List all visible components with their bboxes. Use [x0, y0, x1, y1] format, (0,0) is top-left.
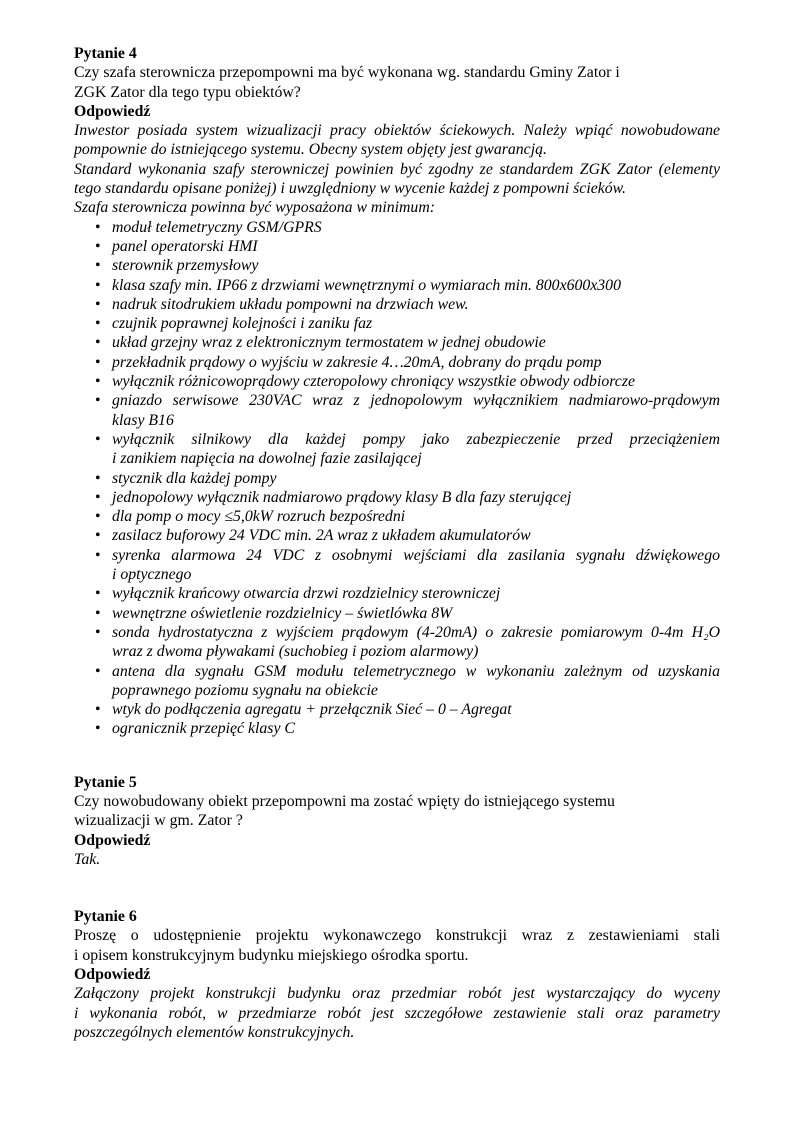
bullet-line: • czujnik poprawnej kolejności i zaniku faz — [112, 315, 373, 333]
bullet-item — [112, 488, 720, 507]
bullet-line: • stycznik dla każdej pompy — [112, 469, 277, 487]
bullet-line: i optycznego — [112, 566, 192, 584]
answer-paragraph — [74, 121, 720, 160]
answer-line: tego standardu opisane poniżej) i uwzględniony w wycenie każdej z pompowni ścieków. — [74, 180, 626, 198]
bullet-item — [112, 507, 720, 526]
bullet-item — [112, 372, 720, 391]
answer-line: Szafa sterownicza powinna być wyposażona w minimum: — [74, 199, 435, 217]
bullet-item — [112, 333, 720, 352]
bullet-item — [112, 719, 720, 738]
bullet-line: klasy B16 — [112, 411, 174, 429]
section-pytanie-5 — [74, 773, 720, 869]
bullet-line: • ogranicznik przepięć klasy C — [112, 720, 295, 738]
bullet-item — [112, 276, 720, 295]
section-pytanie-6 — [74, 907, 720, 1042]
bullet-item — [112, 662, 720, 701]
answer-line: Inwestor posiada system wizualizacji pracy obiektów ściekowych. Należy wpiąć nowobudowane — [74, 122, 720, 140]
question-line: Czy szafa sterownicza przepompowni ma być wykonana wg. standardu Gminy Zator i — [74, 64, 620, 82]
bullet-line: • wyłącznik różnicowoprądowy czteropolowy chroniący wszystkie obwody odbiorcze — [112, 373, 635, 391]
answer-label: Odpowiedź — [74, 831, 151, 849]
question-text — [74, 926, 720, 965]
bullet-line: • panel operatorski HMI — [112, 237, 258, 255]
bullet-line: • przekładnik prądowy o wyjściu w zakresie 4…20mA, dobrany do prądu pomp — [112, 353, 602, 371]
bullet-item — [112, 623, 720, 662]
bullet-item — [112, 391, 720, 430]
bullet-line: • sonda hydrostatyczna z wyjściem prądowym (4-20mA) o zakresie pomiarowym 0-4m H₂O — [112, 623, 720, 641]
bullet-line: • sterownik przemysłowy — [112, 257, 259, 275]
bullet-line: poprawnego poziomu sygnału na obiekcie — [112, 681, 378, 699]
bullet-line: • wtyk do podłączenia agregatu + przełącznik Sieć – 0 – Agregat — [112, 701, 512, 719]
bullet-item — [112, 604, 720, 623]
answer-line: Załączony projekt konstrukcji budynku oraz przedmiar robót jest wystarczający do wyceny — [74, 985, 720, 1003]
question-heading: Pytanie 6 — [74, 908, 137, 926]
question-heading: Pytanie 4 — [74, 45, 137, 62]
bullet-line: • dla pomp o mocy ≤5,0kW rozruch bezpośredni — [112, 508, 406, 526]
bullet-item — [112, 314, 720, 333]
bullet-item — [112, 256, 720, 275]
bullet-item — [112, 700, 720, 719]
question-text — [74, 792, 720, 831]
bullet-line: • wyłącznik krańcowy otwarcia drzwi rozdzielnicy sterowniczej — [112, 585, 501, 603]
bullet-line: i zanikiem napięcia na dowolnej fazie zasilającej — [112, 450, 422, 468]
question-line: i opisem konstrukcyjnym budynku miejskiego ośrodka sportu. — [74, 946, 469, 964]
answer-paragraph — [74, 984, 720, 1042]
bullet-item — [112, 218, 720, 237]
bullet-line: wraz z dwoma pływakami (suchobieg i poziom alarmowy) — [112, 643, 479, 661]
bullet-list — [74, 218, 720, 739]
section-pytanie-4 — [74, 44, 720, 739]
answer-paragraph — [74, 850, 720, 869]
bullet-item — [112, 546, 720, 585]
bullet-line: • wewnętrzne oświetlenie rozdzielnicy – świetlówka 8W — [112, 604, 453, 622]
bullet-item — [112, 237, 720, 256]
question-line: wizualizacji w gm. Zator ? — [74, 812, 243, 830]
bullet-item — [112, 584, 720, 603]
answer-label: Odpowiedź — [74, 966, 151, 984]
bullet-line: • gniazdo serwisowe 230VAC wraz z jednopolowym wyłącznikiem nadmiarowo-prądowym — [112, 392, 720, 410]
answer-line: Tak. — [74, 850, 101, 868]
bullet-line: • układ grzejny wraz z elektronicznym termostatem w jednej obudowie — [112, 334, 546, 352]
bullet-item — [112, 469, 720, 488]
answer-paragraph — [74, 198, 720, 217]
bullet-item — [112, 353, 720, 372]
bullet-line: • syrenka alarmowa 24 VDC z osobnymi wejściami dla zasilania sygnału dźwiękowego — [112, 546, 720, 564]
bullet-line: • wyłącznik silnikowy dla każdej pompy jako zabezpieczenie przed przeciążeniem — [112, 430, 720, 448]
bullet-item — [112, 526, 720, 545]
question-line: ZGK Zator dla tego typu obiektów? — [74, 83, 301, 101]
answer-paragraph — [74, 160, 720, 199]
bullet-line: • jednopolowy wyłącznik nadmiarowo prądowy klasy B dla fazy sterującej — [112, 488, 572, 506]
bullet-item — [112, 430, 720, 469]
bullet-line: • nadruk sitodrukiem układu pompowni na drzwiach wew. — [112, 295, 469, 313]
answer-line: poszczególnych elementów konstrukcyjnych. — [74, 1023, 355, 1041]
answer-line: pompownie do istniejącego systemu. Obecny system objęty jest gwarancją. — [74, 141, 547, 159]
question-heading: Pytanie 5 — [74, 773, 137, 791]
answer-label: Odpowiedź — [74, 102, 151, 120]
bullet-line: • moduł telemetryczny GSM/GPRS — [112, 218, 322, 236]
question-text — [74, 63, 720, 102]
bullet-line: • klasa szafy min. IP66 z drzwiami wewnętrznymi o wymiarach min. 800x600x300 — [112, 276, 621, 294]
bullet-line: • zasilacz buforowy 24 VDC min. 2A wraz z układem akumulatorów — [112, 527, 531, 545]
bullet-item — [112, 295, 720, 314]
bullet-line: • antena dla sygnału GSM modułu telemetrycznego w wykonaniu zależnym od uzyskania — [112, 662, 720, 680]
answer-line: Standard wykonania szafy sterowniczej powinien być zgodny ze standardem ZGK Zator (elementy — [74, 160, 720, 178]
answer-line: i wykonania robót, w przedmiarze robót jest szczegółowe zestawienie stali oraz parametry — [74, 1004, 720, 1022]
question-line: Proszę o udostępnienie projektu wykonawczego konstrukcji wraz z zestawieniami stali — [74, 927, 720, 945]
question-line: Czy nowobudowany obiekt przepompowni ma zostać wpięty do istniejącego systemu — [74, 792, 615, 810]
